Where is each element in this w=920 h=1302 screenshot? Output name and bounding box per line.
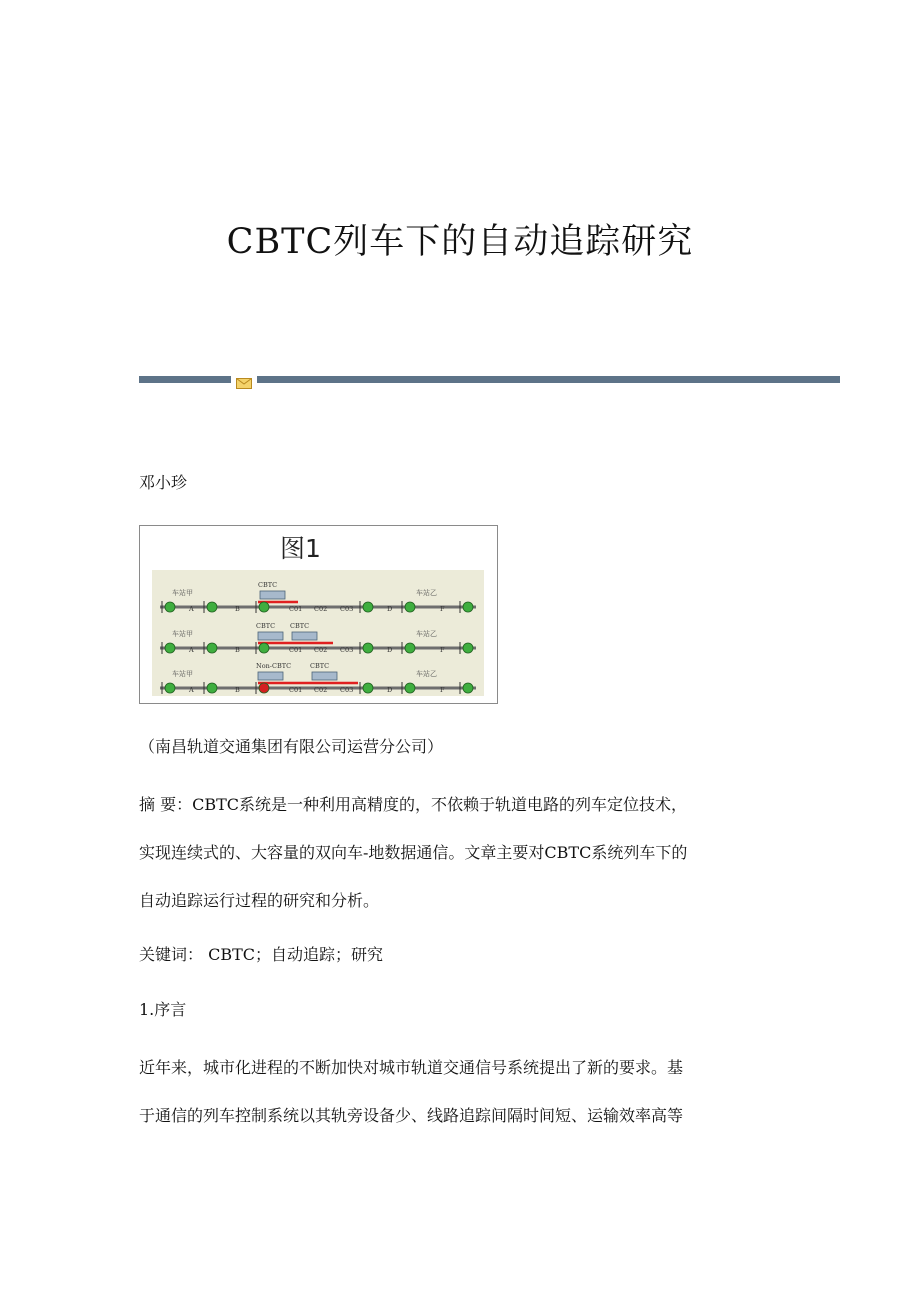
train-car: [292, 632, 317, 640]
envelope-icon: [236, 374, 252, 385]
abstract-line-2: 实现连续式的、大容量的双向车-地数据通信。文章主要对CBTC系统列车下的: [139, 843, 688, 862]
body-line-1: 近年来，城市化进程的不断加快对城市轨道交通信号系统提出了新的要求。基: [139, 1058, 684, 1077]
section-label: D: [387, 646, 393, 654]
affiliation: （南昌轨道交通集团有限公司运营分公司）: [139, 737, 444, 756]
section-label: C01: [289, 686, 303, 694]
signal-green: [363, 683, 373, 693]
signal-green: [463, 643, 473, 653]
signal-green: [463, 602, 473, 612]
body-line-2: 于通信的列车控制系统以其轨旁设备少、线路追踪间隔时间短、运输效率高等: [139, 1106, 684, 1125]
section-label: F: [440, 605, 445, 613]
right-station-label: 车站乙: [416, 670, 437, 678]
track-diagram: [140, 526, 497, 703]
left-station-label: 车站甲: [172, 670, 193, 678]
left-station-label: 车站甲: [172, 589, 193, 597]
train-label: Non-CBTC: [256, 662, 292, 670]
section-label: F: [440, 646, 445, 654]
section-label: D: [387, 686, 393, 694]
train-car: [258, 672, 283, 680]
section-label: B: [235, 605, 240, 613]
section-label: A: [189, 605, 194, 613]
section-label: C03: [340, 686, 354, 694]
divider-bar-right: [257, 376, 840, 383]
section-label: C01: [289, 605, 303, 613]
signal-green: [165, 683, 175, 693]
right-station-label: 车站乙: [416, 630, 437, 638]
left-station-label: 车站甲: [172, 630, 193, 638]
title-divider: [139, 374, 840, 386]
section-label: C02: [314, 605, 328, 613]
signal-green: [363, 602, 373, 612]
section-label: C02: [314, 686, 328, 694]
section-label: C01: [289, 646, 303, 654]
signal-green: [207, 683, 217, 693]
signal-red: [259, 683, 269, 693]
author-name: 邓小珍: [139, 473, 188, 492]
section-label: B: [235, 646, 240, 654]
signal-green: [259, 643, 269, 653]
section-label: D: [387, 605, 393, 613]
signal-green: [207, 643, 217, 653]
signal-green: [207, 602, 217, 612]
train-label: CBTC: [256, 622, 276, 630]
train-car: [260, 591, 285, 599]
section-label: A: [189, 646, 194, 654]
train-car: [312, 672, 337, 680]
section-label: C03: [340, 646, 354, 654]
abstract-line-3: 自动追踪运行过程的研究和分析。: [139, 891, 380, 910]
keywords: 关键词： CBTC；自动追踪；研究: [139, 945, 384, 964]
train-label: CBTC: [258, 581, 278, 589]
signal-green: [165, 602, 175, 612]
signal-green: [165, 643, 175, 653]
figure-1: [139, 525, 498, 704]
section-label: A: [189, 686, 194, 694]
signal-green: [405, 643, 415, 653]
section-label: C02: [314, 646, 328, 654]
divider-bar-left: [139, 376, 231, 383]
train-label: CBTC: [290, 622, 310, 630]
train-label: CBTC: [310, 662, 330, 670]
figure-label: 图1: [280, 534, 321, 563]
abstract-line-1: 摘 要：CBTC系统是一种利用高精度的，不依赖于轨道电路的列车定位技术，: [139, 795, 688, 814]
train-car: [258, 632, 283, 640]
section-label: B: [235, 686, 240, 694]
signal-green: [405, 602, 415, 612]
section-label: C03: [340, 605, 354, 613]
signal-green: [463, 683, 473, 693]
signal-green: [259, 602, 269, 612]
right-station-label: 车站乙: [416, 589, 437, 597]
page-title: CBTC列车下的自动追踪研究: [226, 222, 694, 262]
section-label: F: [440, 686, 445, 694]
signal-green: [405, 683, 415, 693]
section-heading: 1.序言: [139, 1000, 187, 1019]
signal-green: [363, 643, 373, 653]
